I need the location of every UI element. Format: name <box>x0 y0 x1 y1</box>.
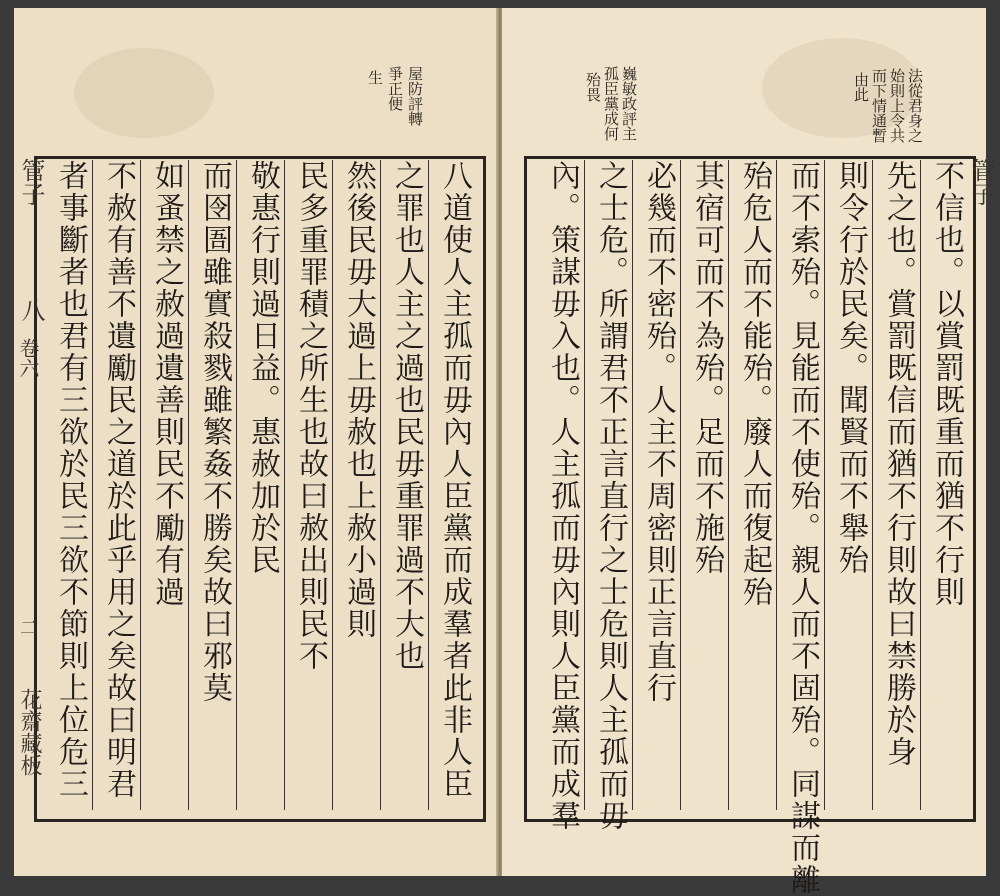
column-rule <box>920 160 921 810</box>
text-column: 其宿可而不為殆。足而不施殆 <box>689 160 724 576</box>
edge-title: 管子 <box>967 158 995 206</box>
margin-note: 法從君身之 <box>906 68 924 143</box>
column-rule <box>728 160 729 810</box>
text-column: 則令行於民矣。聞賢而不舉殆 <box>833 160 868 576</box>
text-column: 不信也。以賞罰既重而猶不行則 <box>929 160 964 608</box>
column-rule <box>332 160 333 810</box>
column-rule <box>188 160 189 810</box>
page-number: 二 <box>17 618 38 636</box>
margin-note: 而下情通暫 <box>870 68 888 143</box>
margin-note: 由此 <box>852 72 870 102</box>
column-rule <box>236 160 237 810</box>
text-column: 然後民毋大過上毋赦也上赦小過則 <box>341 160 376 640</box>
edge-title: 管子 <box>17 158 45 206</box>
margin-note: 巍敏政評主 <box>620 66 638 141</box>
text-column: 八道使人主孤而毋內人臣黨而成羣者此非人臣 <box>437 160 472 800</box>
edge-volume: 卷六 <box>16 338 40 378</box>
text-column: 先之也。賞罰既信而猶不行則故曰禁勝於身 <box>881 160 916 768</box>
column-rule <box>284 160 285 810</box>
publisher-mark: 花齋藏板 <box>17 688 42 776</box>
column-rule <box>140 160 141 810</box>
text-column: 而囹圄雖實殺戮雖繁姦不勝矣故曰邪莫 <box>197 160 232 704</box>
margin-note: 爭正便 <box>386 66 404 111</box>
column-rule <box>380 160 381 810</box>
right-page <box>502 8 995 896</box>
column-rule <box>680 160 681 810</box>
column-rule <box>92 160 93 810</box>
text-column: 之罪也人主之過也民毋重罪過不大也 <box>389 160 424 672</box>
margin-note: 殆畏 <box>584 72 602 102</box>
text-column: 之士危。所謂君不正言直行之士危則人主孤而毋 <box>593 160 628 832</box>
text-column: 者事斷者也君有三欲於民三欲不節則上位危三 <box>53 160 88 800</box>
text-column: 而不索殆。見能而不使殆。親人而不固殆。同謀而離 <box>785 160 820 896</box>
column-rule <box>824 160 825 810</box>
column-rule <box>776 160 777 810</box>
text-column: 必幾而不密殆。人主不周密則正言直行 <box>641 160 676 704</box>
book-spread <box>14 8 995 896</box>
edge-chapter: 八 <box>17 298 45 322</box>
margin-note: 始則上令共 <box>888 68 906 143</box>
margin-note: 屋防評轉 <box>406 66 424 126</box>
margin-note: 生 <box>366 70 384 85</box>
text-column: 殆危人而不能殆。廢人而復起殆 <box>737 160 772 608</box>
column-rule <box>428 160 429 810</box>
margin-note: 孤臣黨成何 <box>602 66 620 141</box>
left-page <box>14 8 498 876</box>
text-column: 敬惠行則過日益。惠赦加於民 <box>245 160 280 576</box>
column-rule <box>872 160 873 810</box>
text-column: 民多重罪積之所生也故曰赦出則民不 <box>293 160 328 672</box>
column-rule <box>584 160 585 810</box>
column-rule <box>632 160 633 810</box>
text-column: 不赦有善不遺勵民之道於此乎用之矣故曰明君 <box>101 160 136 800</box>
text-column: 內。策謀毋入也。人主孤而毋內則人臣黨而成羣 <box>545 160 580 832</box>
paper-stain <box>74 48 214 138</box>
text-column: 如蚤禁之赦過遺善則民不勵有過 <box>149 160 184 608</box>
